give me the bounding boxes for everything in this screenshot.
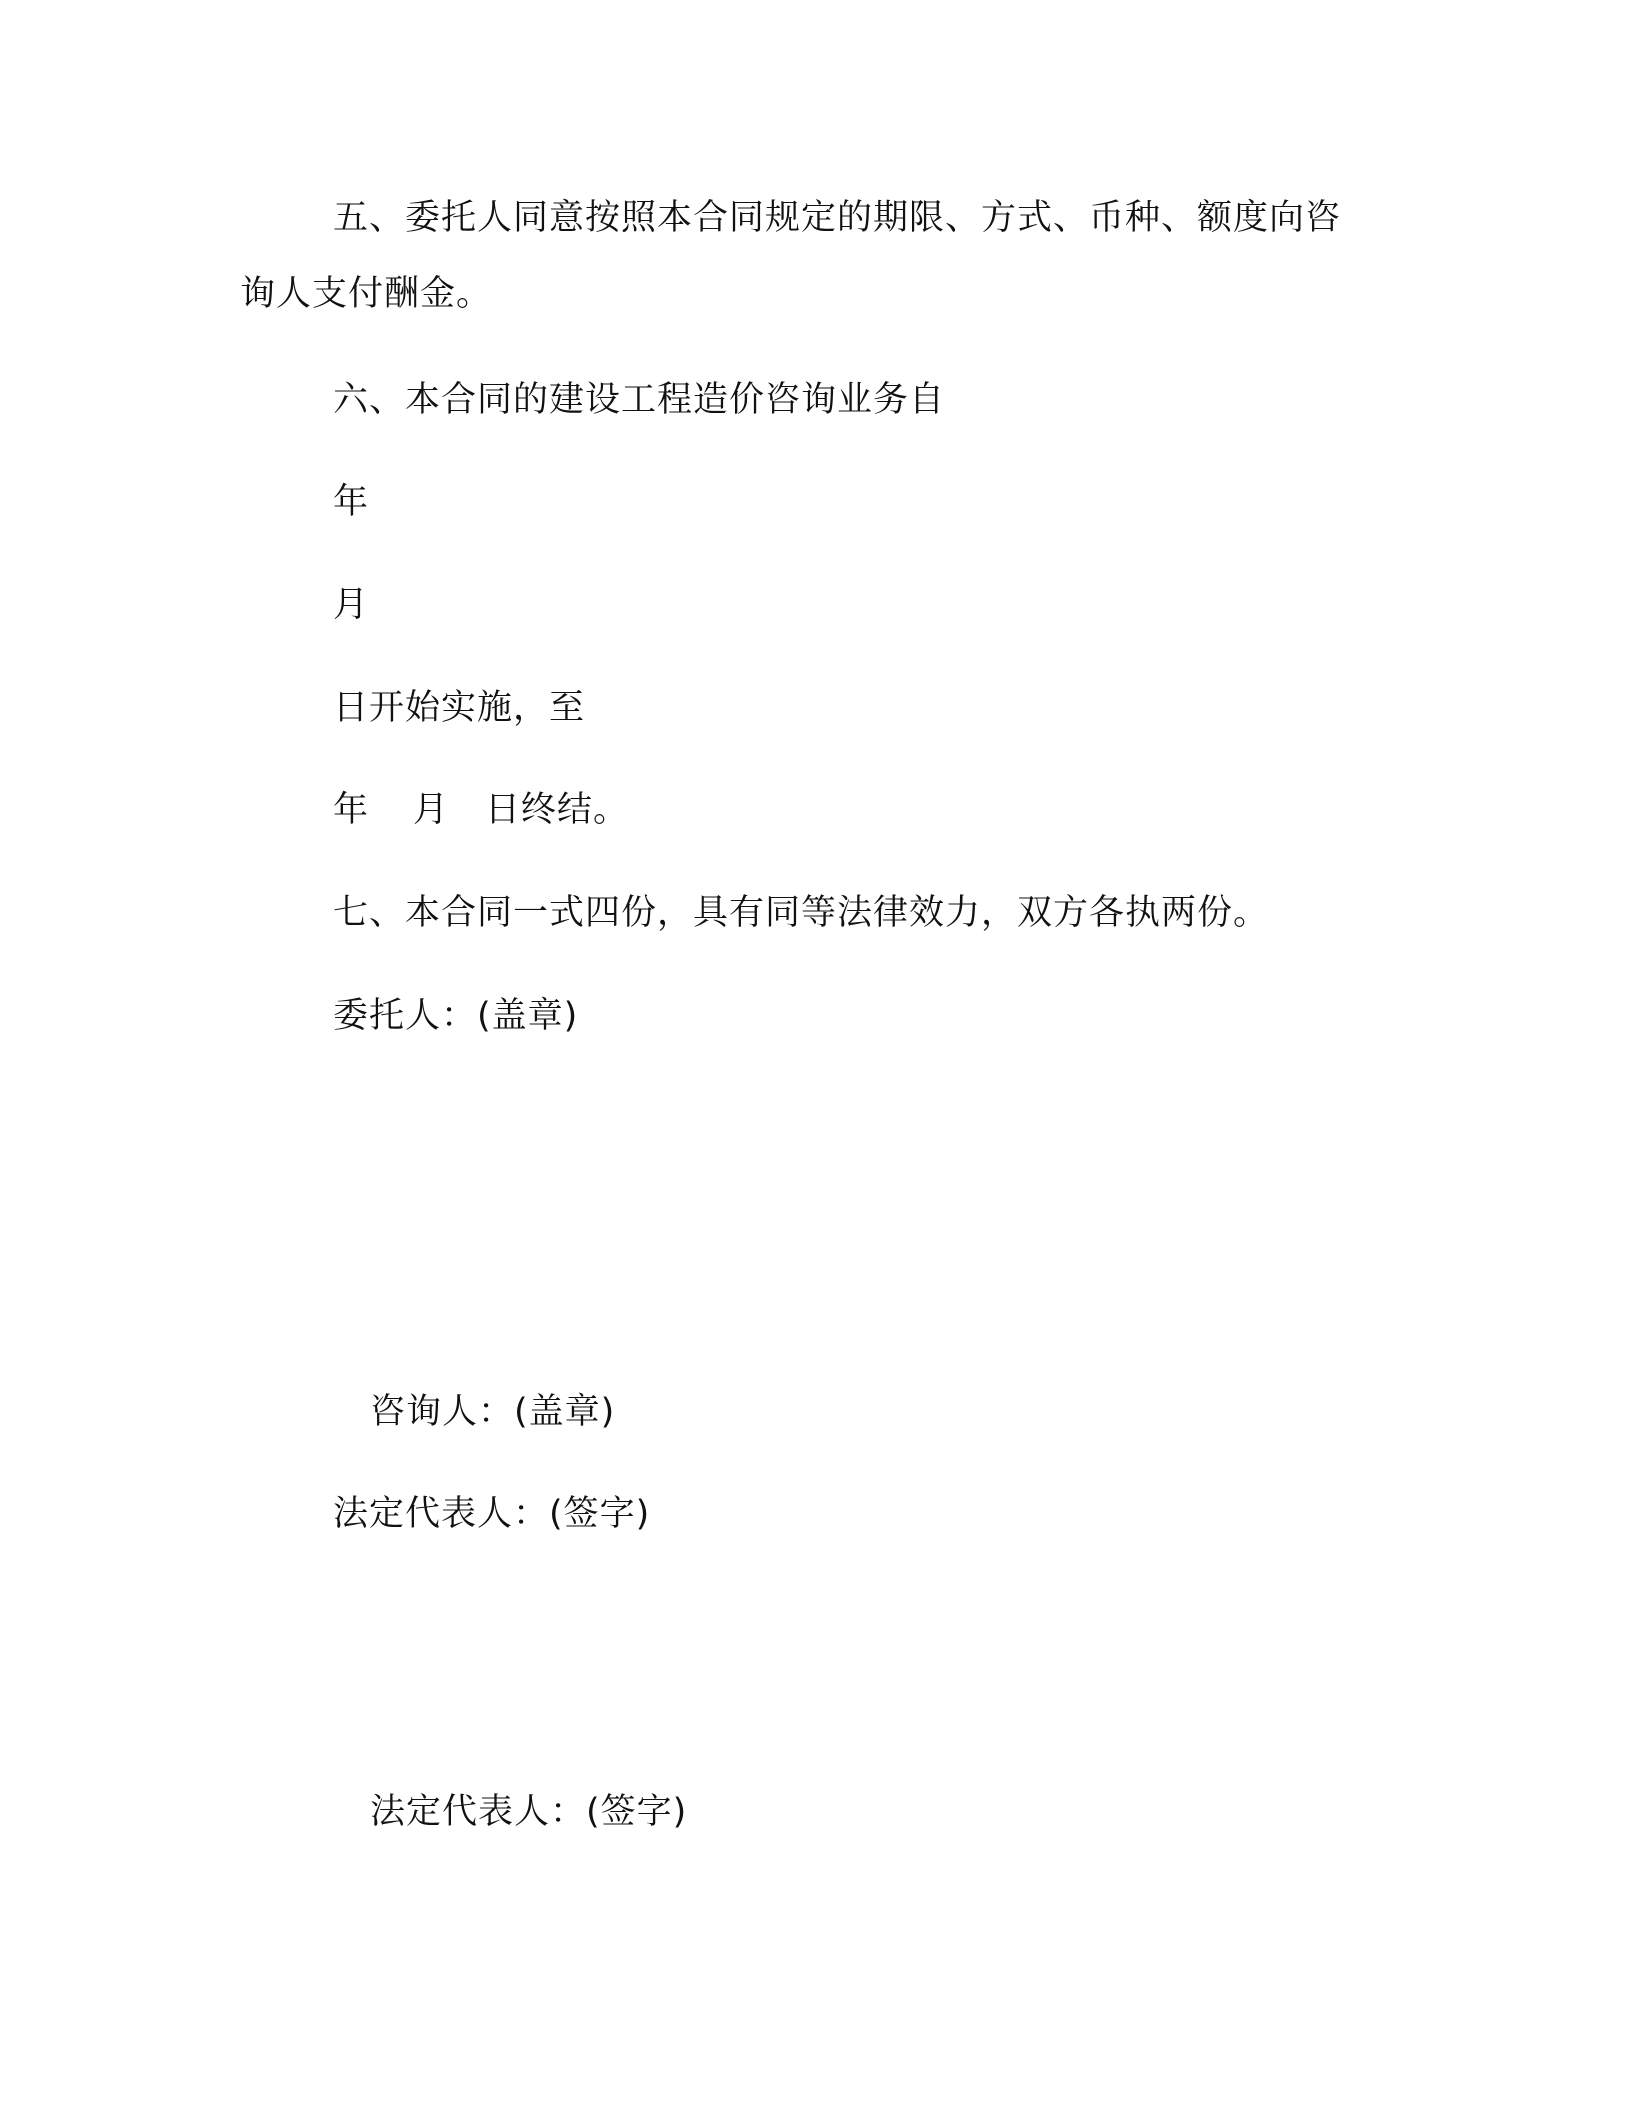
clause-6-end-month: 月 [413, 790, 450, 830]
clause-6-end-line [333, 788, 629, 832]
client-seal-line: 委托人：(盖章) [333, 996, 579, 1036]
clause-6-month: 月 [333, 585, 370, 625]
clause-6-end-year: 年 [333, 790, 370, 830]
consultant-seal-line: 咨询人：(盖章) [370, 1392, 616, 1432]
clause-6-year: 年 [333, 482, 370, 522]
clause-5-line-2: 询人支付酬金。 [240, 274, 493, 314]
clause-6-end-day: 日终结。 [485, 790, 630, 830]
consultant-representative-line: 法定代表人：(签字) [370, 1792, 688, 1832]
clause-5-line-1: 五、委托人同意按照本合同规定的期限、方式、币种、额度向咨 [333, 198, 1342, 238]
clause-6-line-1: 六、本合同的建设工程造价咨询业务自 [333, 380, 946, 420]
client-representative-line: 法定代表人：(签字) [333, 1494, 651, 1534]
clause-6-start: 日开始实施，至 [333, 688, 586, 728]
clause-7: 七、本合同一式四份，具有同等法律效力，双方各执两份。 [333, 893, 1270, 933]
